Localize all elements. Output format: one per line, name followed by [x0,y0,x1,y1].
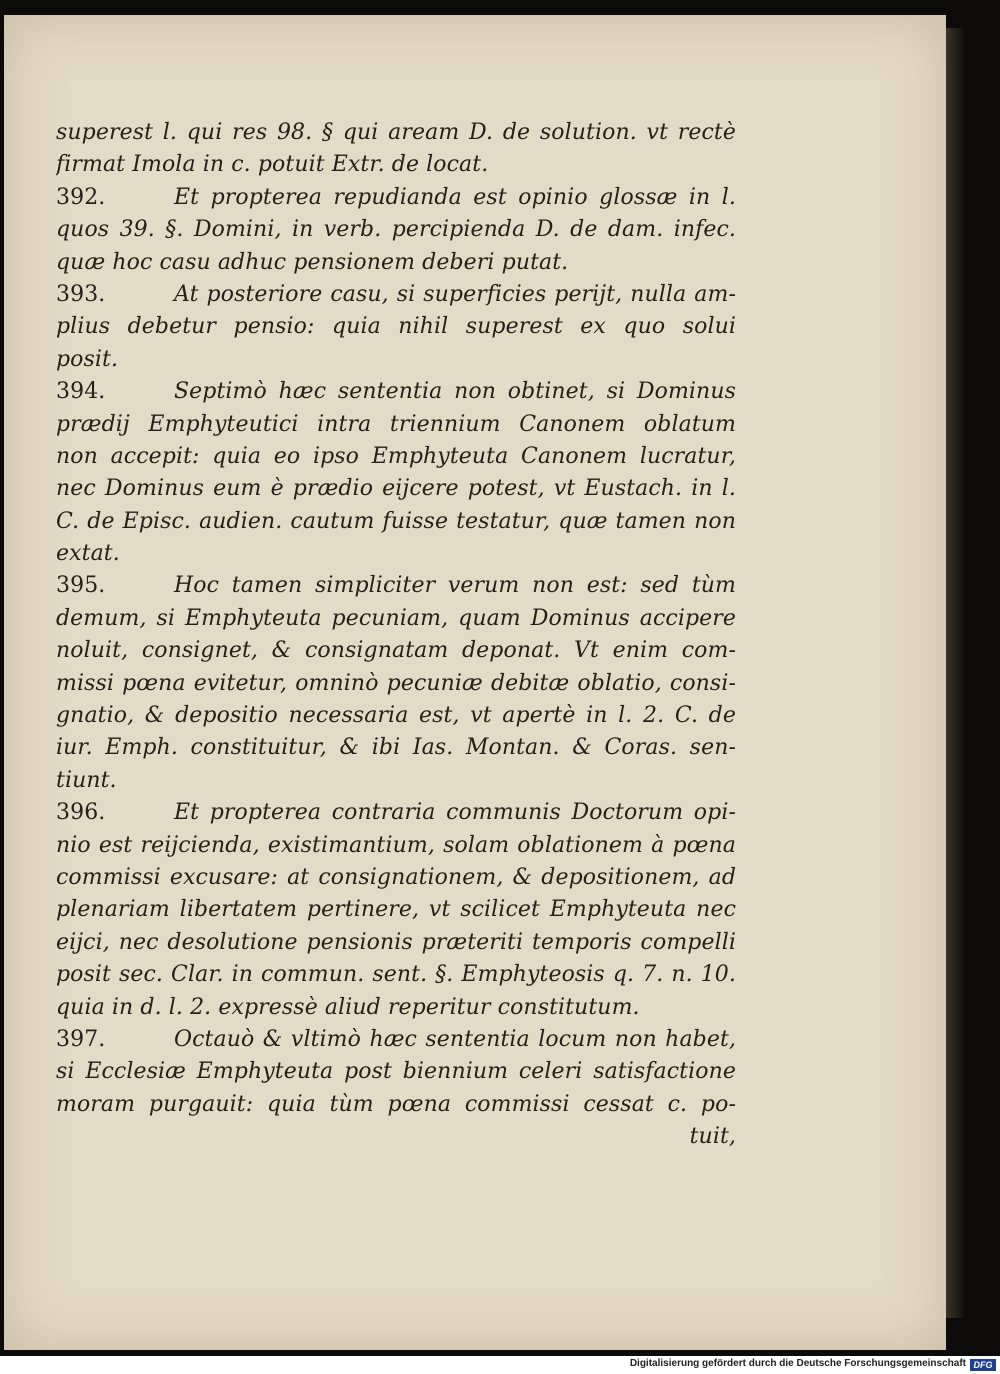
text-line: missi pœna evitetur, omninò pecuniæ debitæ oblatio, consi- [56,670,736,696]
dfg-logo: DFG [970,1359,996,1371]
text-line: quæ hoc casu adhuc pensionem deberi putat. [56,249,569,275]
text-line: Septimò hæc sententia non obtinet, si Dominus [174,379,736,405]
text-line: Et propterea repudianda est opinio glossæ in l. [174,184,736,210]
text-line: noluit, consignet, & consignatam deponat. Vt enim com- [56,638,736,664]
catchword: tuit, [689,1124,736,1150]
paragraph-line [56,1024,736,1056]
text-line: si Ecclesiæ Emphyteuta post biennium celeri satisfactione [56,1059,736,1085]
text-line: At posteriore casu, si superficies perijt, nulla am- [174,281,736,307]
text-line: posit sec. Clar. in commun. sent. §. Emphyteosis q. 7. n. 10. [56,962,736,988]
text-line: tiunt. [56,767,117,793]
text-line: plius debetur pensio: quia nihil superest ex quo solui [56,314,736,340]
paragraph-number: 397. [56,1026,106,1052]
text-line: Et propterea contraria communis Doctorum opi- [174,800,736,826]
paragraph-line [56,182,736,214]
text-line: superest l. qui res 98. § qui aream D. de solution. vt rectè [56,120,736,145]
text-line: Octauò & vltimò hæc sententia locum non habet, [174,1026,736,1052]
text-line: non accepit: quia eo ipso Emphyteuta Canonem lucratur, [56,443,736,469]
paragraph-number: 396. [56,800,106,826]
text-line: Hoc tamen simpliciter verum non est: sed tùm [174,573,736,599]
page-edge-shadow [946,28,964,1318]
text-line: posit. [56,346,119,372]
footer-bar [0,1356,1000,1374]
text-line: quos 39. §. Domini, in verb. percipienda D. de dam. infec. [56,217,736,243]
paragraph-line [56,570,736,602]
footer-credit-text: Digitalisierung gefördert durch die Deutsche Forschungsgemeinschaft [629,1358,966,1369]
text-line: nec Dominus eum è prædio eijcere potest, vt Eustach. in l. [56,476,736,502]
paragraph-number: 393. [56,281,106,307]
text-line: C. de Episc. audien. cautum fuisse testatur, quæ tamen non [56,508,736,534]
text-line: iur. Emph. constituitur, & ibi Ias. Montan. & Coras. sen- [56,735,736,761]
text-line: quia in d. l. 2. expressè aliud reperitur constitutum. [56,994,640,1020]
paragraph-line [56,797,736,829]
text-line: demum, si Emphyteuta pecuniam, quam Dominus accipere [56,605,736,631]
text-line: commissi excusare: at consignationem, & depositionem, ad [56,864,736,890]
text-line: firmat Imola in c. potuit Extr. de locat. [56,152,489,178]
paragraph-number: 394. [56,379,106,405]
text-line: prædij Emphyteutici intra triennium Canonem oblatum [56,411,736,437]
paragraph-line [56,376,736,408]
paragraph-line [56,279,736,311]
text-line: gnatio, & depositio necessaria est, vt apertè in l. 2. C. de [56,703,736,729]
text-line: nio est reijcienda, existimantium, solam oblationem à pœna [56,832,736,858]
paragraph-number: 395. [56,573,106,599]
text-line: plenariam libertatem pertinere, vt scilicet Emphyteuta nec [56,897,736,923]
text-line: moram purgauit: quia tùm pœna commissi cessat c. po- [56,1091,736,1117]
text-line: eijci, nec desolutione pensionis præteriti temporis compelli [56,929,736,955]
text-line: extat. [56,541,120,567]
paragraph-number: 392. [56,184,106,210]
page-text-block [56,117,736,1154]
